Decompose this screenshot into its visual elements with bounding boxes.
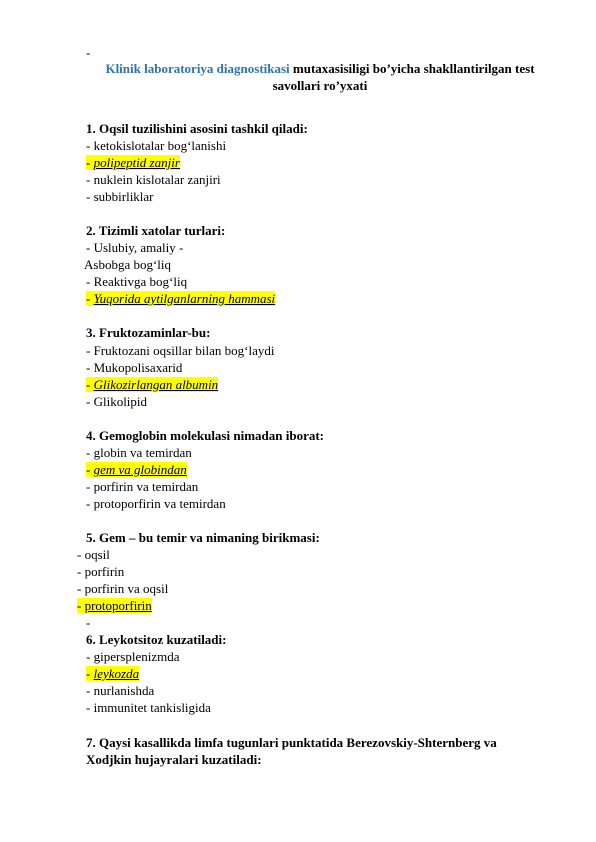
question-6-option-3: - nurlanishda bbox=[86, 683, 155, 698]
question-1-title: 1. Oqsil tuzilishini asosini tashkil qiladi: bbox=[86, 121, 308, 136]
question-6-title: 6. Leykotsitoz kuzatiladi: bbox=[86, 632, 227, 647]
question-3-option-4: - Glikolipid bbox=[86, 394, 148, 409]
question-6-option-2-correct: - leykozda bbox=[86, 666, 140, 681]
question-2-title: 2. Tizimli xatolar turlari: bbox=[86, 223, 226, 238]
question-3-option-1: - Fruktozani oqsillar bilan bog‘laydi bbox=[86, 343, 275, 358]
question-2-option-1-cont: Asbobga bog‘liq bbox=[84, 257, 172, 272]
question-5-trailing-dash: - bbox=[86, 615, 91, 630]
question-6-option-1: - gipersplenizmda bbox=[86, 649, 180, 664]
page-title-line2: savollari ro’yxati bbox=[272, 78, 368, 93]
question-4-title: 4. Gemoglobin molekulasi nimadan iborat: bbox=[86, 428, 324, 443]
question-1-option-3: - nuklein kislotalar zanjiri bbox=[86, 172, 221, 187]
question-5-title: 5. Gem – bu temir va nimaning birikmasi: bbox=[86, 530, 320, 545]
question-5-option-3: - porfirin va oqsil bbox=[77, 581, 169, 596]
question-4-option-1: - globin va temirdan bbox=[86, 445, 192, 460]
title-rest: mutaxasisiligi bo’yicha shakllantirilgan test bbox=[289, 61, 535, 76]
question-4-option-2-correct: - gem va globindan bbox=[86, 462, 187, 477]
question-4-option-3: - porfirin va temirdan bbox=[86, 479, 199, 494]
header-dash: - bbox=[86, 45, 91, 60]
question-5-option-1: - oqsil bbox=[77, 547, 110, 562]
title-accent: Klinik laboratoriya diagnostikasi bbox=[105, 61, 290, 76]
question-7-title: 7. Qaysi kasallikda limfa tugunlari punktatida Berezovskiy-Shternberg va bbox=[86, 735, 497, 750]
question-2-option-2: - Reaktivga bog‘liq bbox=[86, 274, 188, 289]
question-1-option-2-correct: - polipeptid zanjir bbox=[86, 155, 180, 170]
question-2-option-3-correct: - Yuqorida aytilganlarning hammasi bbox=[86, 291, 276, 306]
question-4-option-4: - protoporfirin va temirdan bbox=[86, 496, 226, 511]
question-1-option-4: - subbirliklar bbox=[86, 189, 154, 204]
question-5-option-4-correct: - protoporfirin bbox=[77, 598, 152, 613]
question-3-option-3-correct: - Glikozirlangan albumin bbox=[86, 377, 219, 392]
question-7-title-cont: Xodjkin hujayralari kuzatiladi: bbox=[86, 752, 262, 767]
question-5-option-2: - porfirin bbox=[77, 564, 125, 579]
page-title bbox=[80, 60, 560, 77]
question-6-option-4: - immunitet tankisligida bbox=[86, 700, 211, 715]
question-3-title: 3. Fruktozaminlar-bu: bbox=[86, 325, 211, 340]
question-2-option-1: - Uslubiy, amaliy - bbox=[86, 240, 184, 255]
question-3-option-2: - Mukopolisaxarid bbox=[86, 360, 183, 375]
question-1-option-1: - ketokislotalar bog‘lanishi bbox=[86, 138, 227, 153]
